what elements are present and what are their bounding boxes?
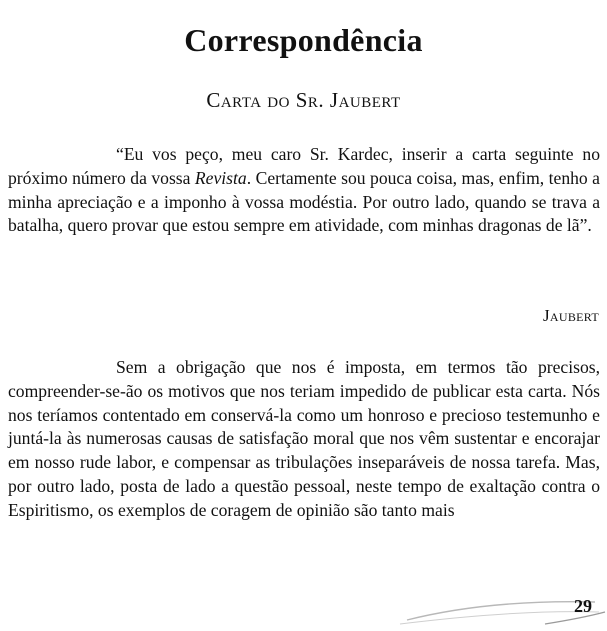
page-number: 29 xyxy=(574,596,592,616)
commentary-paragraph xyxy=(8,356,600,523)
letter-text xyxy=(8,143,600,238)
commentary-text: Sem a obrigação que nos é imposta, em termos tão precisos, compreender-se-ão os motivos que nos teriam impedido de publicar esta carta. Nós nos teríamos contentado em conservá-la como um honroso e precioso testemunho e juntá-la às numerosas causas de satisfação moral que nos vêm sustentar e encorajar em nosso rude labor, e compensar as tribulações inseparáveis de nossa tarefa. Mas, por outro lado, posta de lado a questão pessoal, neste tempo de exaltação contra o Espiritismo, os exemplos de coragem de opinião são tanto mais xyxy=(8,357,600,520)
open-quote: “ xyxy=(116,144,124,164)
section-title: Correspondência xyxy=(184,22,423,58)
letter-heading: Carta do Sr. Jaubert xyxy=(206,88,401,112)
letter-paragraph xyxy=(8,143,600,238)
letter-text-start: Eu vos peço, meu caro Sr. Kardec, inserir a carta seguinte no próximo número da vossa xyxy=(8,144,600,188)
journal-name: Revista xyxy=(194,167,247,188)
letter-text-end: . Certamente sou pouca coisa, mas, enfim, tenho a minha apreciação e a imponho à vossa modéstia. Por outro lado, quando se trava a batalha, quero provar que estou sempre em atividade, com minhas dragonas de lã”. xyxy=(8,167,600,236)
letter-signature: Jaubert xyxy=(543,306,599,325)
